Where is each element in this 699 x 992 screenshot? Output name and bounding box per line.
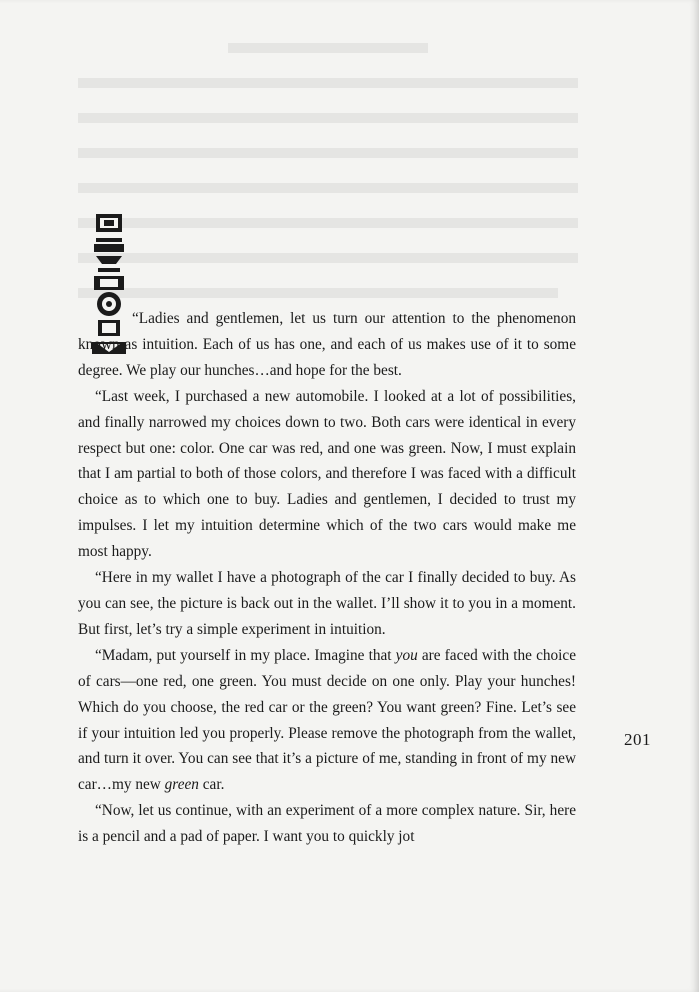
paragraph: “Now, let us continue, with an experiment of a more complex nature. Sir, here is a pencil and a pad of paper. I want you to quickly jot — [78, 802, 576, 846]
paragraph: “Last week, I purchased a new automobile. I looked at a lot of possibilities, and finally narrowed my choices down to two. Both cars were identical in every respect but one: color. One car was red, and one was green. Now, I must explain that I am partial to both of those colors, and therefore I was faced with a difficult choice as to which one to buy. Ladies and gentlemen, I decided to trust my impulses. I let my intuition determine which of the two cars would make me most happy. — [78, 387, 576, 561]
page-number: 201 — [624, 730, 651, 749]
paragraph-text: “Ladies and gentlemen, let us turn our attention to the phenomenon known as intuition. Each of us has one, and each of us makes use of it to some degree. We play our hunches…and hope for the best. — [78, 310, 576, 379]
emphasis: you — [395, 646, 418, 664]
paragraph: “Madam, put yourself in my place. Imagine that you are faced with the choice of cars—one red, one green. You must decide on one only. Play your hunches! Which do you choose, the red car or the green? You want green? Fine. Let’s see if your intuition led you properly. Please remove the photograph from the wallet, and turn it over. You can see that it’s a picture of me, standing in front of my new car…my new green car. — [78, 646, 576, 794]
emphasis: green — [164, 776, 199, 794]
bleed-through — [78, 34, 578, 314]
paragraph: “Here in my wallet I have a photograph of the car I finally decided to buy. As you can see, the picture is back out in the wallet. I’ll show it to you in a moment. But first, let’s try a simple experiment in intuition. — [78, 569, 576, 638]
paragraph — [78, 306, 576, 384]
body-text — [78, 306, 576, 850]
